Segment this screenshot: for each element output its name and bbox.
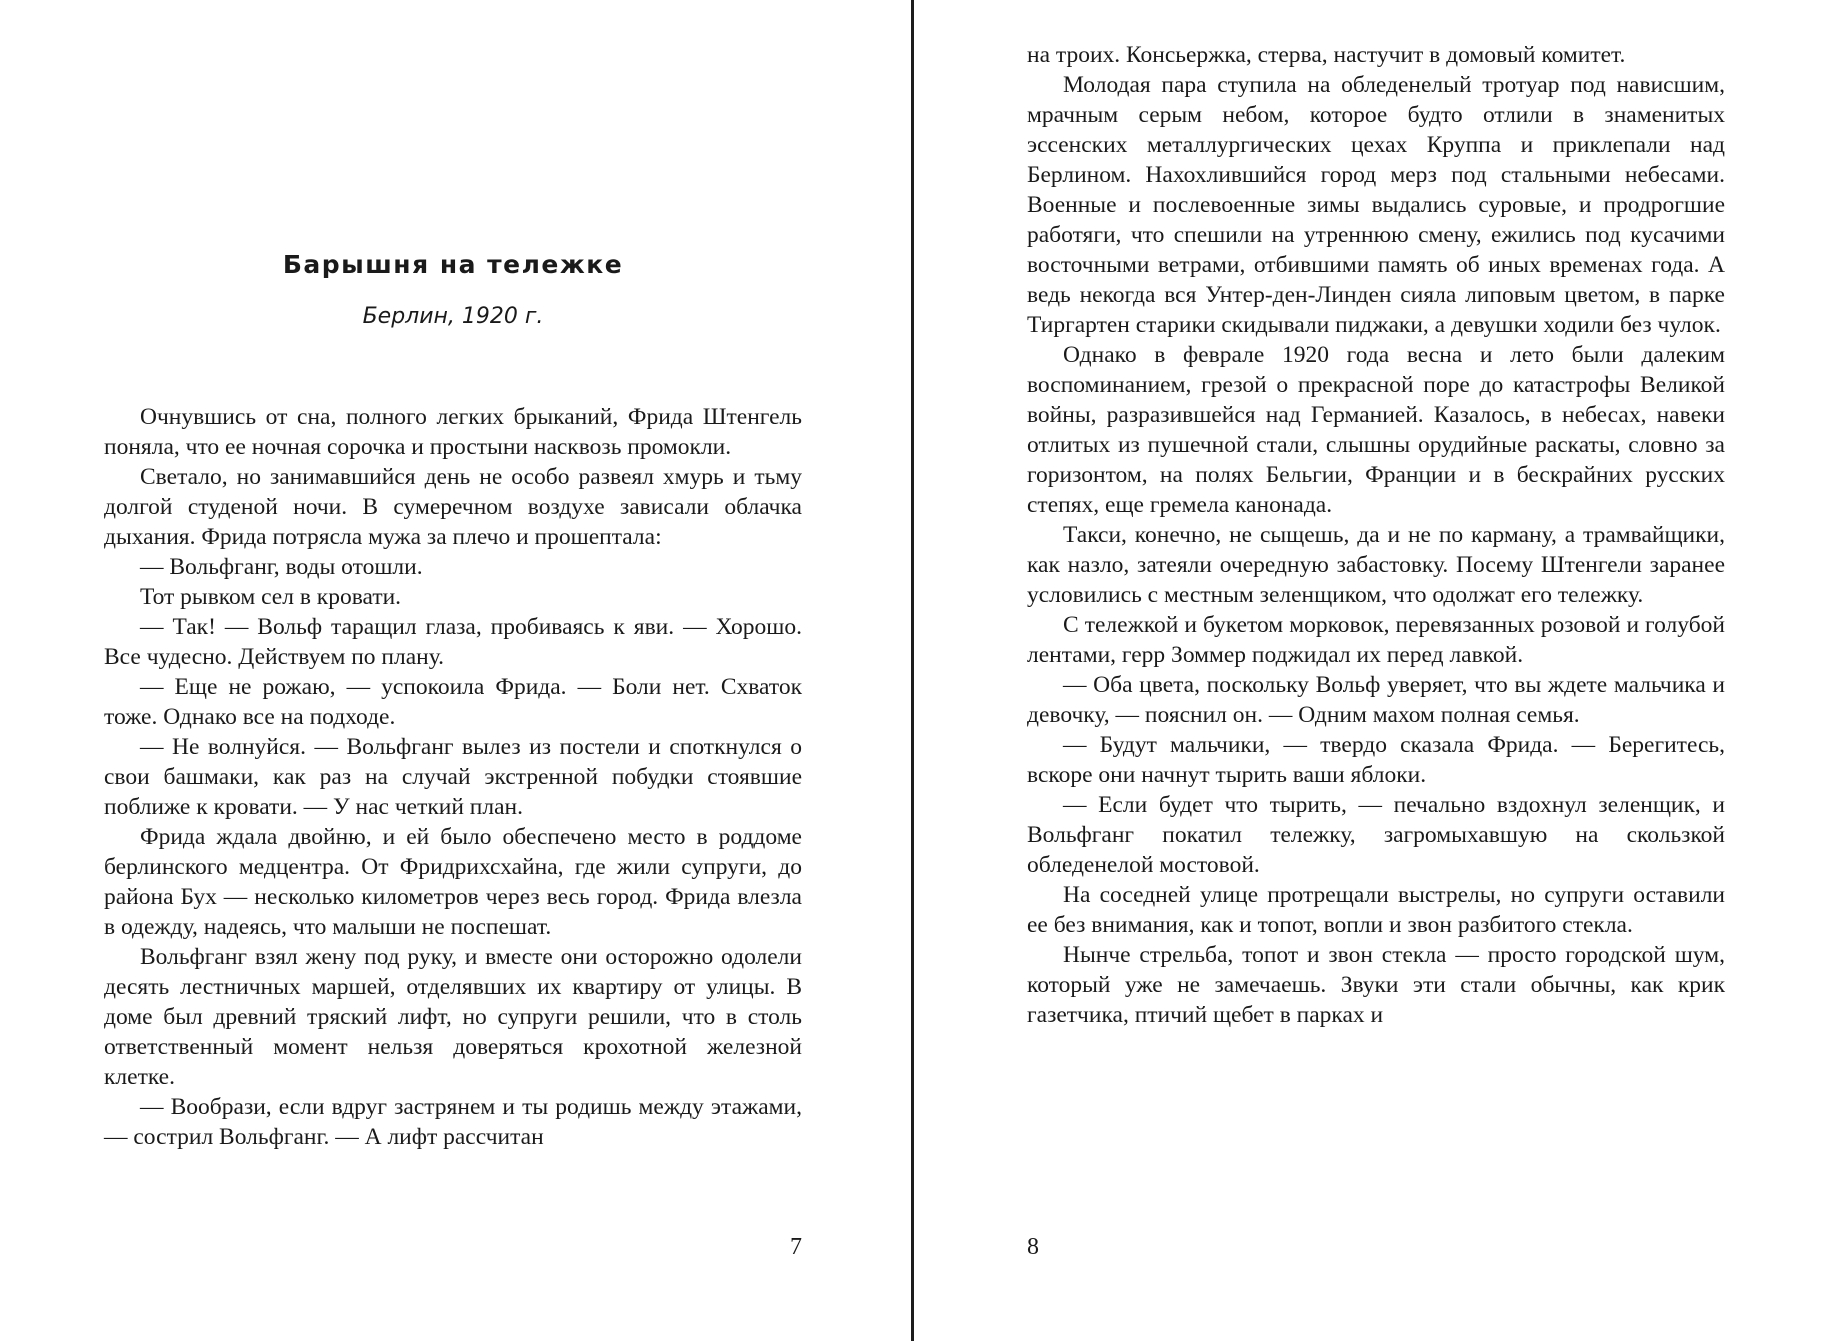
paragraph: — Так! — Вольф таращил глаза, пробиваясь к яви. — Хорошо. Все чудесно. Действуем по плану.: [104, 614, 802, 670]
left-page-text: [104, 402, 802, 1152]
paragraph: Светало, но занимавшийся день не особо развеял хмурь и тьму долгой студеной ночи. В сумеречном воздухе зависали облачка дыхания. Фрида потрясла мужа за плечо и прошептала:: [104, 464, 802, 550]
right-page-text: [1027, 40, 1725, 1030]
paragraph: — Не волнуйся. — Вольфганг вылез из постели и споткнулся о свои башмаки, как раз на случай экстренной побудки стоявшие поближе к кровати. — У нас четкий план.: [104, 734, 802, 820]
paragraph: — Оба цвета, поскольку Вольф уверяет, что вы ждете мальчика и девочку, — пояснил он. — Одним махом полная семья.: [1027, 672, 1725, 728]
continued-paragraph: на троих. Консьержка, стерва, настучит в домовый комитет.: [1027, 42, 1626, 68]
paragraph: Молодая пара ступила на обледенелый тротуар под нависшим, мрачным серым небом, которое будто отлили в знаменитых эссенских металлургических цехах Круппа и приклепали над Берлином. Нахохлившийся город мерз под стальными небесами. Военные и послевоенные зимы выдались суровые, и продрогшие работяги, что спешили на утреннюю смену, ежились под кусачими восточными ветрами, отбившими память об иных временах года. А ведь некогда вся Унтер-ден-Линден сияла липовым цветом, в парке Тиргартен старики скидывали пиджаки, а девушки ходили без чулок.: [1027, 72, 1725, 338]
right-page: [914, 0, 1822, 1341]
paragraph: На соседней улице протрещали выстрелы, но супруги оставили ее без внимания, как и топот, вопли и звон разбитого стекла.: [1027, 882, 1725, 938]
page-number: 8: [1027, 1234, 1039, 1260]
paragraph: — Вольфганг, воды отошли.: [140, 554, 423, 580]
paragraph: Фрида ждала двойню, и ей было обеспечено место в роддоме берлинского медцентра. От Фридрихсхайна, где жили супруги, до района Бух — несколько километров через весь город. Фрида влезла в одежду, надеясь, что малыши не поспешат.: [104, 824, 802, 940]
paragraph: С тележкой и букетом морковок, перевязанных розовой и голубой лентами, герр Зоммер поджидал их перед лавкой.: [1027, 612, 1725, 668]
paragraph: Однако в феврале 1920 года весна и лето были далеким воспоминанием, грезой о прекрасной поре до катастрофы Великой войны, разразившейся над Германией. Казалось, в небесах, навеки отлитых из пушечной стали, слышны орудийные раскаты, словно за горизонтом, на полях Бельгии, Франции и в бескрайних русских степях, еще гремела канонада.: [1027, 342, 1725, 518]
paragraph: — Еще не рожаю, — успокоила Фрида. — Боли нет. Схваток тоже. Однако все на подходе.: [104, 674, 802, 730]
paragraph: Нынче стрельба, топот и звон стекла — просто городской шум, который уже не замечаешь. Звуки эти стали обычны, как крик газетчика, птичий щебет в парках и: [1027, 942, 1725, 1028]
paragraph: Очнувшись от сна, полного легких брыканий, Фрида Штенгель поняла, что ее ночная сорочка и простыни насквозь промокли.: [104, 404, 802, 460]
paragraph: Такси, конечно, не сыщешь, да и не по карману, а трамвайщики, как назло, затеяли очередную забастовку. Посему Штенгели заранее условились с местным зеленщиком, что одолжат его тележку.: [1027, 522, 1725, 608]
paragraph: — Будут мальчики, — твердо сказала Фрида. — Берегитесь, вскоре они начнут тырить ваши яблоки.: [1027, 732, 1725, 788]
paragraph: — Вообрази, если вдруг застрянем и ты родишь между этажами, — сострил Вольфганг. — А лифт рассчитан: [104, 1094, 802, 1150]
chapter-subtitle: Берлин, 1920 г.: [362, 304, 544, 329]
page-number: 7: [790, 1234, 802, 1260]
paragraph: Вольфганг взял жену под руку, и вместе они осторожно одолели десять лестничных маршей, отделявших их квартиру от улицы. В доме был древний тряский лифт, но супруги решили, что в столь ответственный момент нельзя доверяться крохотной железной клетке.: [104, 944, 802, 1090]
paragraph: Тот рывком сел в кровати.: [140, 584, 402, 610]
paragraph: — Если будет что тырить, — печально вздохнул зеленщик, и Вольфганг покатил тележку, загромыхавшую на скользкой обледенелой мостовой.: [1027, 792, 1725, 878]
chapter-title: Барышня на тележке: [282, 250, 624, 279]
